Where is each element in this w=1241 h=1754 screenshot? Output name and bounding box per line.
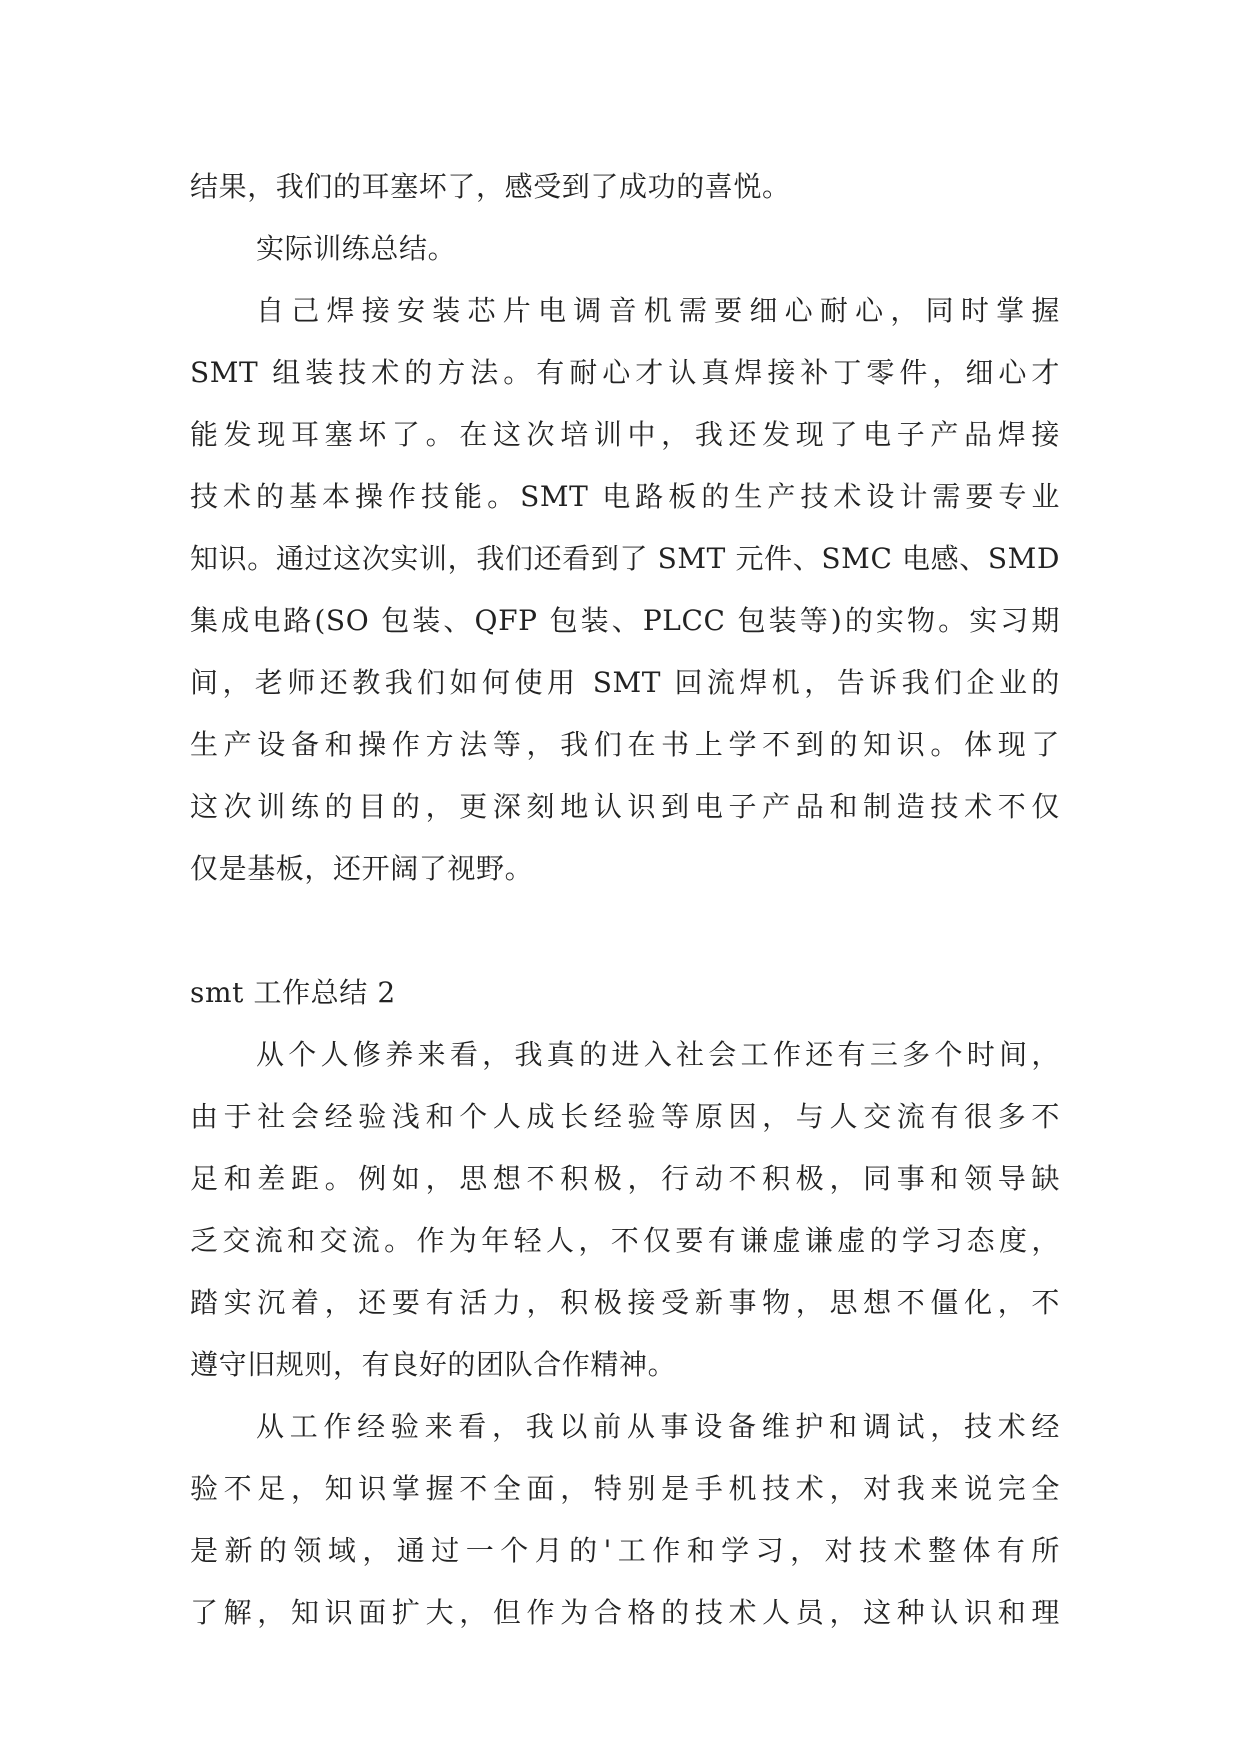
- paragraph-line: 这次训练的目的，更深刻地认识到电子产品和制造技术不仅: [190, 790, 1060, 823]
- document-body: [190, 156, 1060, 1644]
- paragraph-line: 从个人修养来看，我真的进入社会工作还有三多个时间，: [256, 1038, 1060, 1071]
- paragraph-line: 踏实沉着，还要有活力，积极接受新事物，思想不僵化，不: [190, 1286, 1060, 1319]
- paragraph-line: 自己焊接安装芯片电调音机需要细心耐心，同时掌握: [256, 294, 1060, 327]
- paragraph-line: 验不足，知识掌握不全面，特别是手机技术，对我来说完全: [190, 1472, 1060, 1505]
- paragraph-line: 了解，知识面扩大，但作为合格的技术人员，这种认识和理: [190, 1596, 1060, 1629]
- paragraph-line: SMT 组装技术的方法。有耐心才认真焊接补丁零件，细心才: [190, 356, 1060, 389]
- paragraph-line: 生产设备和操作方法等，我们在书上学不到的知识。体现了: [190, 728, 1060, 761]
- paragraph-line: 遵守旧规则，有良好的团队合作精神。: [190, 1348, 677, 1381]
- paragraph-line: 知识。通过这次实训，我们还看到了 SMT 元件、SMC 电感、SMD: [190, 542, 1060, 575]
- paragraph-line: 乏交流和交流。作为年轻人，不仅要有谦虚谦虚的学习态度，: [190, 1224, 1060, 1257]
- paragraph-line: 仅是基板，还开阔了视野。: [190, 852, 534, 885]
- section-title: smt 工作总结 2: [190, 976, 396, 1009]
- paragraph-line: 从工作经验来看，我以前从事设备维护和调试，技术经: [256, 1410, 1060, 1443]
- paragraph-line: 集成电路(SO 包装、QFP 包装、PLCC 包装等)的实物。实习期: [190, 604, 1060, 637]
- paragraph-line: 结果，我们的耳塞坏了，感受到了成功的喜悦。: [190, 170, 791, 203]
- paragraph-line: 能发现耳塞坏了。在这次培训中，我还发现了电子产品焊接: [190, 418, 1060, 451]
- paragraph-line: 技术的基本操作技能。SMT 电路板的生产技术设计需要专业: [190, 480, 1060, 513]
- paragraph-line: 间，老师还教我们如何使用 SMT 回流焊机，告诉我们企业的: [190, 666, 1060, 699]
- section-heading: 实际训练总结。: [256, 232, 457, 265]
- paragraph-line: 足和差距。例如，思想不积极，行动不积极，同事和领导缺: [190, 1162, 1060, 1195]
- paragraph-line: 由于社会经验浅和个人成长经验等原因，与人交流有很多不: [190, 1100, 1060, 1133]
- section-spacer: [190, 900, 1060, 962]
- paragraph-line: 是新的领域，通过一个月的'工作和学习，对技术整体有所: [190, 1534, 1060, 1567]
